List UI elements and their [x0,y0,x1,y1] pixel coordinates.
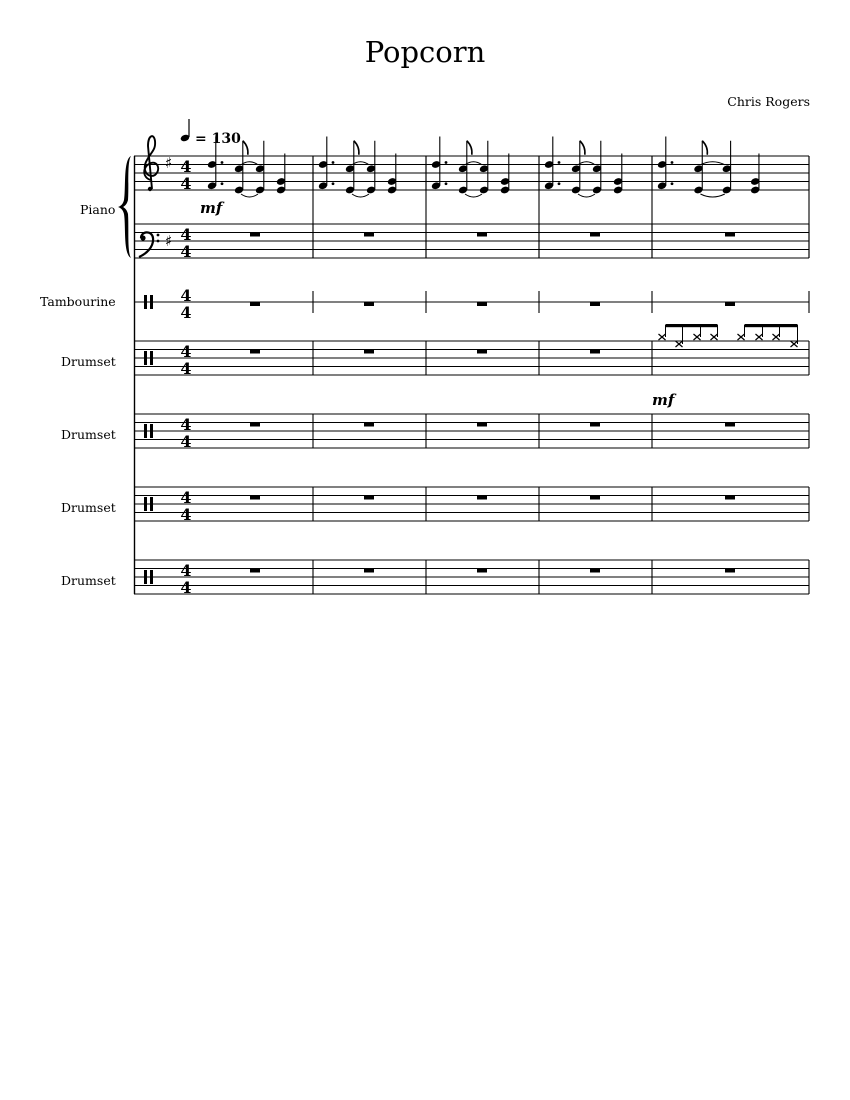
eighth-flag [467,141,472,155]
whole-rest-tambourine [477,302,487,306]
eighth-beam [666,324,718,327]
staff-label-drumset-2: Drumset [61,427,116,442]
time-signature-numerator: 4 [180,488,192,507]
tempo-marking [180,119,241,147]
whole-rest-bass [250,233,260,237]
time-signature-drumset [180,488,191,524]
eighth-beam [745,324,798,327]
treble-clef-icon [144,136,158,191]
dynamic-mf-piano: mf [200,199,223,217]
percussion-clef-bar [144,295,147,309]
time-signature-numerator: 4 [180,342,192,361]
staff-label-drumset-1: Drumset [61,354,116,369]
drumset-staff-3 [134,487,809,521]
percussion-clef-bar [150,295,153,309]
treble-staff [134,156,809,190]
eighth-flag [580,141,585,155]
percussion-clef-bar [150,351,153,365]
tambourine-staff [134,291,809,313]
time-signature-numerator: 4 [180,225,192,244]
whole-rest-drumset-1 [250,350,260,354]
piano-brace [118,156,131,258]
time-signature-denominator: 4 [180,174,192,193]
time-signature-denominator: 4 [180,505,192,524]
time-signature-numerator: 4 [180,286,192,305]
whole-rest-drumset [725,496,735,500]
piano-measure-4 [544,137,623,198]
whole-rest-drumset [477,496,487,500]
eighth-flag [702,141,707,155]
whole-rest-drumset [590,496,600,500]
dynamic-mf-drumset: mf [652,391,675,409]
time-signature-drumset [180,561,191,597]
drumset-staff-4 [134,560,809,594]
tie [352,194,369,197]
whole-rest-drumset [725,423,735,427]
piano-measure-2 [318,137,397,198]
time-signature-denominator: 4 [180,359,192,378]
piano-measure-5 [657,137,760,198]
augmentation-dot [445,182,448,185]
bass-clef-icon [139,232,159,257]
hihat-eighth-group-1 [659,324,718,347]
percussion-clef-bar [144,424,147,438]
whole-rest-drumset-1 [477,350,487,354]
time-signature-treble [180,157,191,193]
time-signature-numerator: 4 [180,415,192,434]
whole-rest-bass [590,233,600,237]
time-signature-tambourine [180,286,191,322]
whole-rest-drumset [250,423,260,427]
whole-rest-bass [364,233,374,237]
time-signature-denominator: 4 [180,242,192,261]
time-signature-drumset [180,342,191,378]
piano-measure-3 [431,137,510,198]
whole-rest-drumset [364,569,374,573]
augmentation-dot [221,182,224,185]
whole-rest-tambourine [250,302,260,306]
percussion-clef-bar [150,424,153,438]
whole-rest-drumset [250,496,260,500]
time-signatures [180,157,191,597]
augmentation-dot [558,182,561,185]
piano-chords [207,137,760,198]
augmentation-dot [221,161,224,164]
drumset-staff-1 [134,341,809,375]
staff-lines [134,156,809,594]
augmentation-dot [558,161,561,164]
drumset-staff-2 [134,414,809,448]
augmentation-dot [671,182,674,185]
percussion-clef-bar [150,497,153,511]
whole-rest-drumset [364,496,374,500]
augmentation-dot [445,161,448,164]
whole-rest-drumset [477,423,487,427]
whole-rest-tambourine [725,302,735,306]
augmentation-dot [671,161,674,164]
percussion-clef-bar [144,570,147,584]
time-signature-denominator: 4 [180,432,192,451]
time-signature-bass [180,225,191,261]
time-signature-numerator: 4 [180,157,192,176]
whole-rest-bass [725,233,735,237]
composer-name: Chris Rogers [727,94,810,109]
key-signature-treble-sharp: ♯ [165,154,173,172]
tempo-text: = 130 [195,131,241,147]
score-title: Popcorn [364,35,486,69]
tie [465,194,482,197]
whole-rest-drumset [477,569,487,573]
time-signature-denominator: 4 [180,303,192,322]
time-signature-denominator: 4 [180,578,192,597]
whole-rest-bass [477,233,487,237]
time-signature-numerator: 4 [180,561,192,580]
augmentation-dot [332,161,335,164]
tie [578,194,595,197]
percussion-clef-bar [144,351,147,365]
tie [700,194,724,197]
whole-rest-drumset [725,569,735,573]
key-signature-bass-sharp: ♯ [165,232,173,250]
whole-rest-tambourine [590,302,600,306]
whole-rest-drumset [590,423,600,427]
whole-rest-drumset [364,423,374,427]
eighth-flag [243,141,248,155]
whole-rest-tambourine [364,302,374,306]
tie [241,194,258,197]
eighth-flag [354,141,359,155]
drum-pattern [659,324,798,347]
augmentation-dot [332,182,335,185]
staff-label-drumset-4: Drumset [61,573,116,588]
whole-rest-drumset-1 [364,350,374,354]
staff-label-piano: Piano [80,202,116,217]
whole-rest-drumset [250,569,260,573]
staff-label-tambourine: Tambourine [40,294,116,309]
percussion-clef-bar [150,570,153,584]
whole-rest-drumset [590,569,600,573]
hihat-eighth-group-2 [738,324,798,347]
bass-staff [134,224,809,258]
staff-label-drumset-3: Drumset [61,500,116,515]
time-signature-drumset [180,415,191,451]
quarter-note-icon [180,119,190,142]
percussion-clef-bar [144,497,147,511]
whole-rest-drumset-1 [590,350,600,354]
